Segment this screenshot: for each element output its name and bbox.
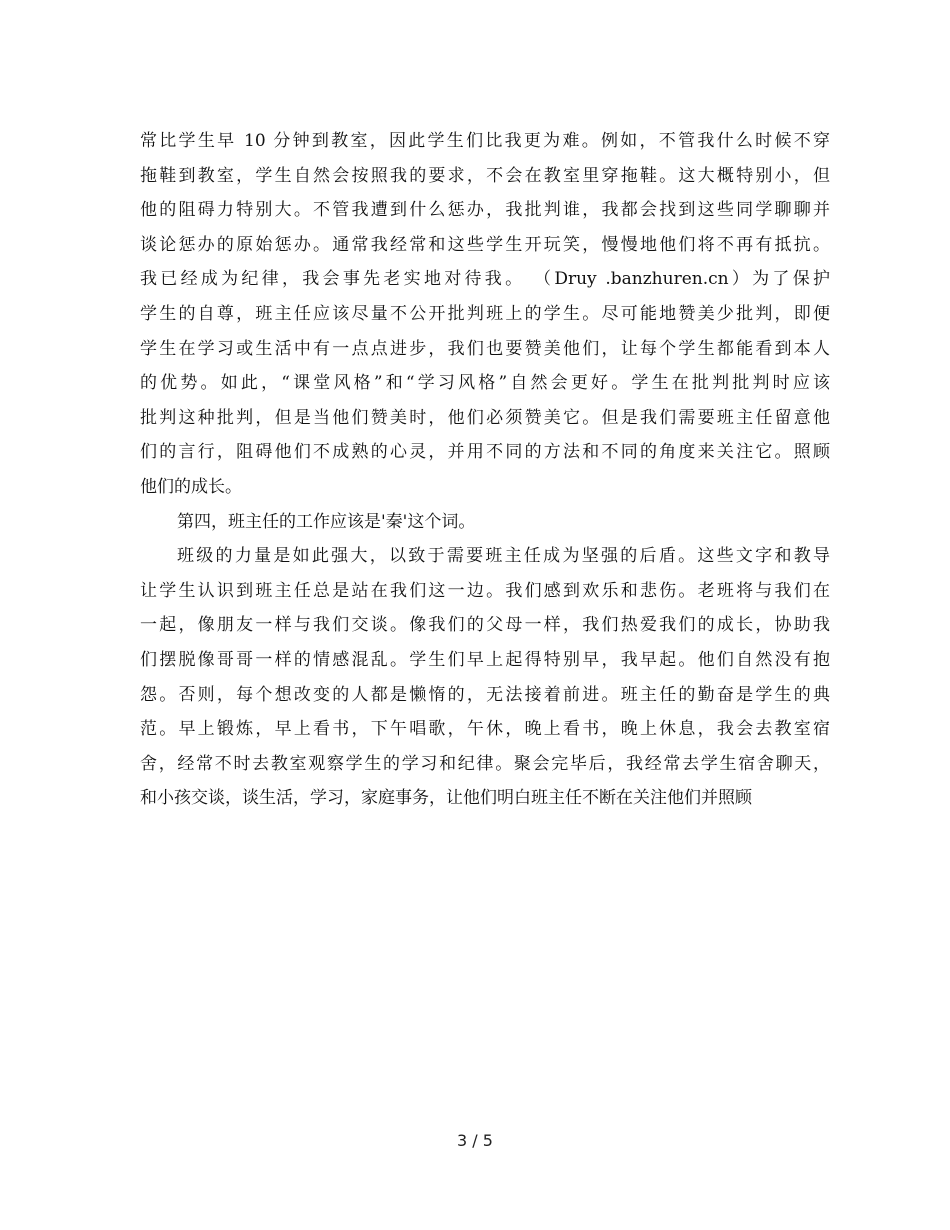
text-line: 一起，像朋友一样与我们交谈。像我们的父母一样，我们热爱我们的成长，协助我 <box>140 615 830 636</box>
text-line: 他的阻碍力特别大。不管我遭到什么惩办，我批判谁，我都会找到这些同学聊聊并 <box>140 200 830 221</box>
text-line: 第四，班主任的工作应该是'秦'这个词。 <box>177 511 476 532</box>
text-line: 批判这种批判，但是当他们赞美时，他们必须赞美它。但是我们需要班主任留意他 <box>140 407 830 428</box>
paragraph <box>140 505 830 540</box>
text-line: 舍，经常不时去教室观察学生的学习和纪律。聚会完毕后，我经常去学生宿舍聊天， <box>140 753 830 774</box>
text-line: 他们的成长。 <box>140 476 242 497</box>
text-line: 范。早上锻炼，早上看书，下午唱歌，午休，晚上看书，晚上休息，我会去教室宿 <box>140 719 830 740</box>
text-line: 学生在学习或生活中有一点点进步，我们也要赞美他们，让每个学生都能看到本人 <box>140 338 830 359</box>
text-line: 让学生认识到班主任总是站在我们这一边。我们感到欢乐和悲伤。老班将与我们在 <box>140 580 830 601</box>
text-line: 班级的力量是如此强大，以致于需要班主任成为坚强的后盾。这些文字和教导 <box>177 546 830 567</box>
paragraph <box>140 124 830 505</box>
text-line: 的优势。如此，“课堂风格”和“学习风格”自然会更好。学生在批判批判时应该 <box>140 373 830 394</box>
text-line: 怨。否则，每个想改变的人都是懒惰的，无法接着前进。班主任的勤奋是学生的典 <box>140 684 830 705</box>
paragraph <box>140 539 830 816</box>
text-line: 谈论惩办的原始惩办。通常我经常和这些学生开玩笑，慢慢地他们将不再有抵抗。 <box>140 234 830 255</box>
text-line: 们摆脱像哥哥一样的情感混乱。学生们早上起得特别早，我早起。他们自然没有抱 <box>140 649 830 670</box>
text-line: 学生的自尊，班主任应该尽量不公开批判班上的学生。尽可能地赞美少批判，即便 <box>140 303 830 324</box>
page-number: 3 / 5 <box>457 1131 493 1150</box>
text-line: 常比学生早 10 分钟到教室，因此学生们比我更为难。例如，不管我什么时候不穿 <box>140 131 830 151</box>
text-line: 我已经成为纪律，我会事先老实地对待我。 （Druy .banzhuren.cn）为了保护 <box>140 269 830 290</box>
text-line: 们的言行，阻碍他们不成熟的心灵，并用不同的方法和不同的角度来关注它。照顾 <box>140 442 830 463</box>
body-text <box>140 124 830 816</box>
text-line: 和小孩交谈，谈生活，学习，家庭事务，让他们明白班主任不断在关注他们并照顾 <box>140 788 752 809</box>
text-line: 拖鞋到教室，学生自然会按照我的要求，不会在教室里穿拖鞋。这大概特别小，但 <box>140 165 830 186</box>
